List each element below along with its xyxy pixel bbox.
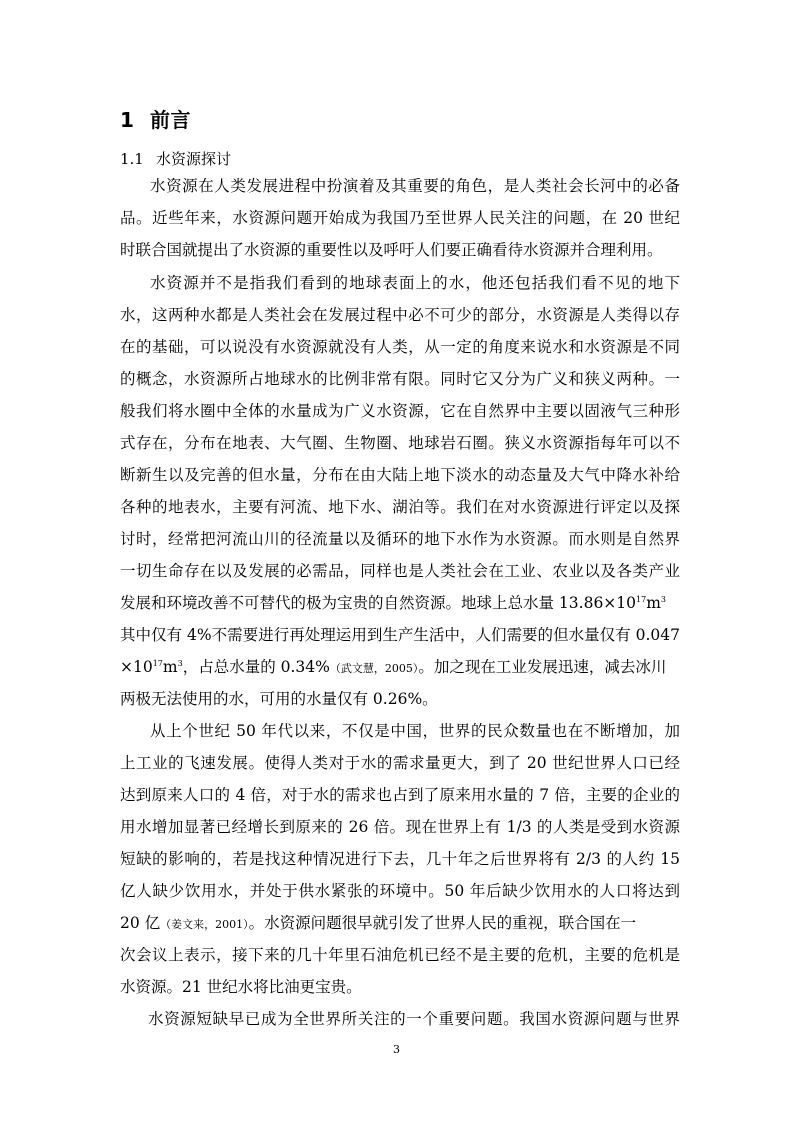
text-line: 般我们将水圈中全体的水量成为广义水资源，它在自然界中主要以固液气三种形 [120, 402, 680, 420]
superscript: 3 [660, 595, 666, 604]
text-line: 在的基础，可以说没有水资源就没有人类，从一定的角度来说水和水资源是不同 [120, 338, 680, 356]
section-heading [120, 104, 191, 133]
subsection-number: 1.1 [120, 150, 144, 168]
text-line: 水资源在人类发展进程中扮演着及其重要的角色，是人类社会长河中的必备 [150, 177, 680, 195]
text-line: 用水增加显著已经增长到原来的 26 倍。现在世界上有 1/3 的人类是受到水资源 [120, 818, 680, 836]
text-segment: ×10 [120, 658, 153, 676]
text-segment: 。加之现在工业发展迅速，减去冰川 [418, 658, 667, 676]
text-line: 从上个世纪 50 年代以来，不仅是中国，世界的民众数量也在不断增加，加 [150, 722, 680, 740]
text-line: 一切生命存在以及发展的必需品，同样也是人类社会在工业、农业以及各类产业 [120, 562, 680, 580]
text-line: 讨时，经常把河流山川的径流量以及循环的地下水作为水资源。而水则是自然界 [120, 530, 680, 548]
text-line: 亿人缺少饮用水，并处于供水紧张的环境中。50 年后缺少饮用水的人口将达到 [120, 882, 680, 900]
text-segment: 发展和环境改善不可替代的极为宝贵的自然资源。地球上总水量 13.86×10 [120, 594, 637, 612]
text-segment: 。水资源问题很早就引发了世界人民的重视，联合国在一 [248, 914, 637, 932]
text-line: 品。近些年来，水资源问题开始成为我国乃至世界人民关注的问题，在 20 世纪 [120, 209, 680, 227]
superscript: 17 [152, 659, 163, 668]
text-segment: ，占总水量的 0.34% [182, 658, 330, 676]
subsection-heading [120, 148, 231, 169]
superscript: 17 [636, 595, 647, 604]
citation: （武文慧，2005） [329, 662, 419, 675]
text-line: 次会议上表示，接下来的几十年里石油危机已经不是主要的危机，主要的危机是 [120, 946, 680, 964]
section-number: 1 [120, 108, 135, 132]
text-line [120, 657, 680, 679]
text-line: 其中仅有 4%不需要进行再处理运用到生产生活中，人们需要的但水量仅有 0.047 [120, 626, 680, 644]
section-title: 前言 [150, 108, 191, 132]
text-line: 短缺的影响的，若是找这种情况进行下去，几十年之后世界将有 2/3 的人约 15 [120, 850, 680, 868]
subsection-title: 水资源探讨 [156, 150, 232, 168]
page-number: 3 [393, 1043, 400, 1056]
text-line: 上工业的飞速发展。使得人类对于水的需求量更大，到了 20 世纪世界人口已经 [120, 754, 680, 772]
text-line: 水资源短缺早已成为全世界所关注的一个重要问题。我国水资源问题与世界 [148, 1010, 680, 1028]
text-line: 的概念，水资源所占地球水的比例非常有限。同时它又分为广义和狭义两种。一 [120, 370, 680, 388]
text-line: 各种的地表水，主要有河流、地下水、湖泊等。我们在对水资源进行评定以及探 [120, 498, 680, 516]
text-line: 达到原来人口的 4 倍，对于水的需求也占到了原来用水量的 7 倍，主要的企业的 [120, 786, 680, 804]
text-line: 式存在，分布在地表、大气圈、生物圈、地球岩石圈。狭义水资源指每年可以不 [120, 434, 680, 452]
text-line: 水，这两种水都是人类社会在发展过程中必不可少的部分，水资源是人类得以存 [120, 306, 680, 324]
text-line [120, 593, 680, 613]
text-line: 水资源。21 世纪水将比油更宝贵。 [120, 978, 362, 996]
text-line: 时联合国就提出了水资源的重要性以及呼吁人们要正确看待水资源并合理利用。 [120, 241, 663, 259]
text-line: 两极无法使用的水，可用的水量仅有 0.26%。 [120, 690, 438, 708]
text-line: 断新生以及完善的但水量，分布在由大陆上地下淡水的动态量及大气中降水补给 [120, 466, 680, 484]
text-line: 水资源并不是指我们看到的地球表面上的水，他还包括我们看不见的地下 [150, 274, 680, 292]
text-segment: 20 亿 [120, 914, 161, 932]
superscript: 3 [177, 659, 183, 668]
citation: （姜文来，2001） [160, 918, 249, 931]
unit: m [162, 658, 178, 676]
text-line [120, 913, 680, 935]
unit: m [646, 594, 661, 612]
